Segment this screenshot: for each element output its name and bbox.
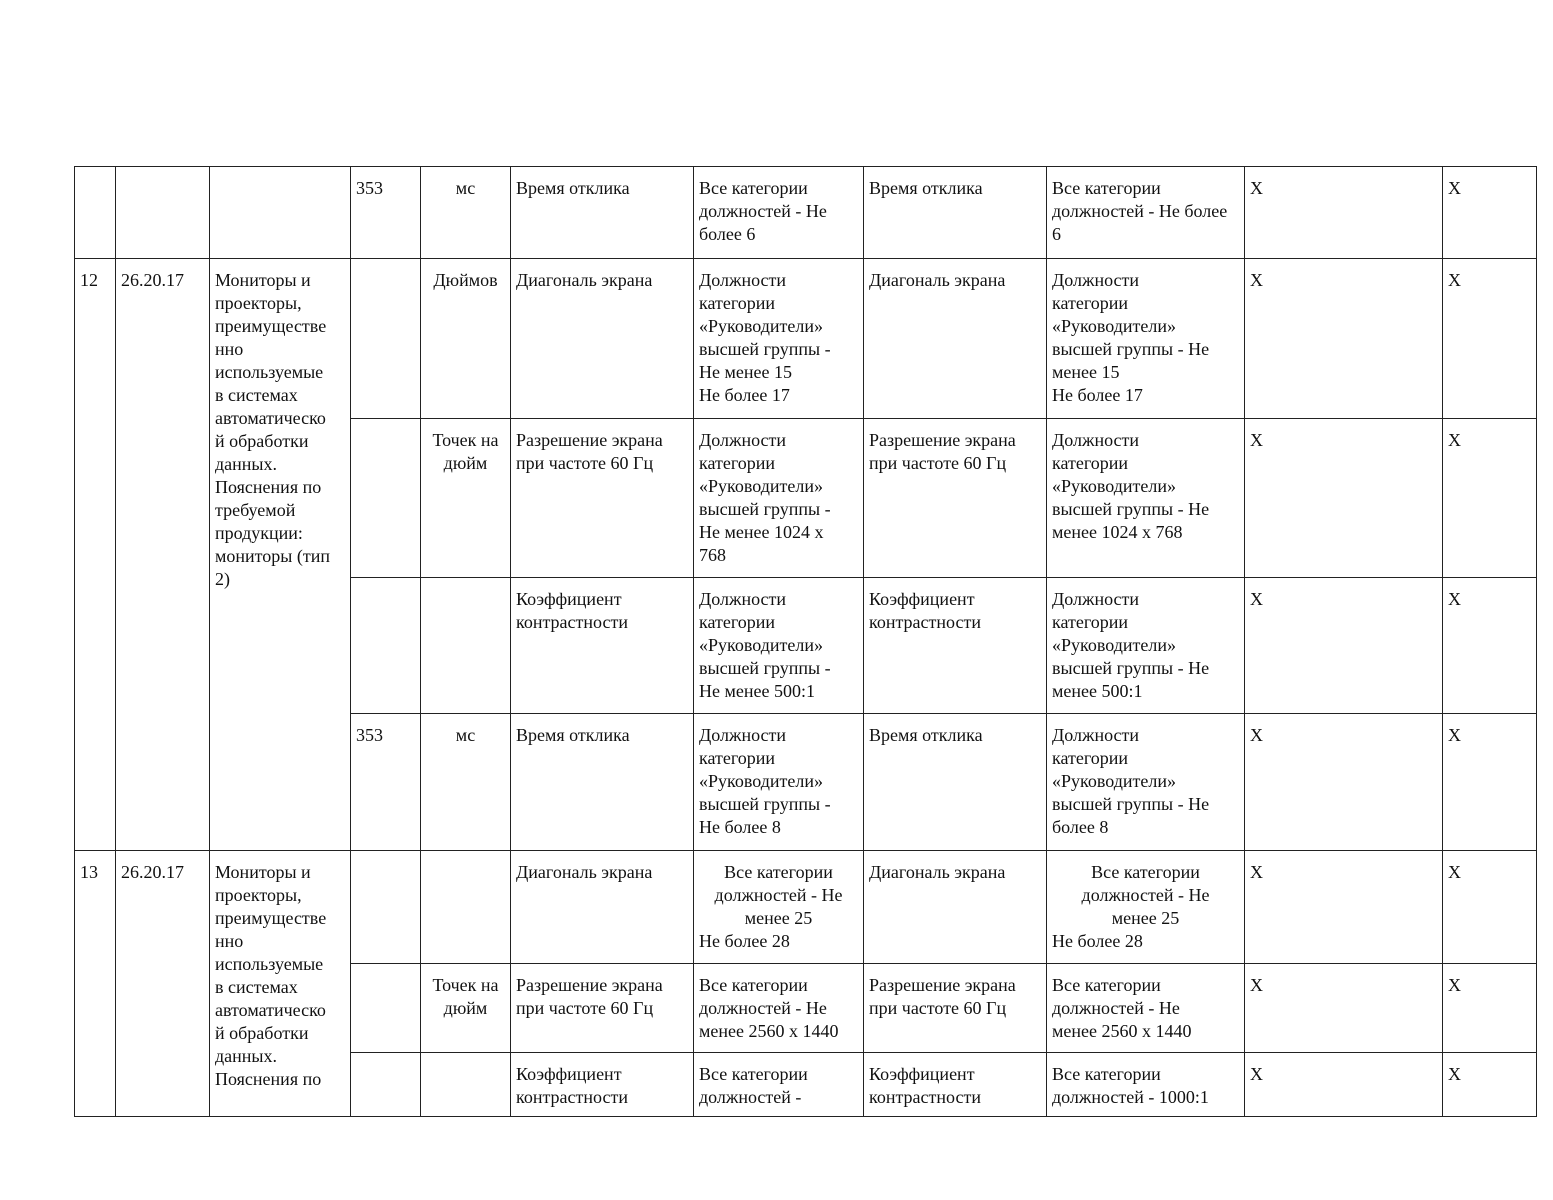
value-cell: Все категории должностей - Не менее 2560 х 1440 bbox=[1047, 964, 1245, 1053]
characteristic-cell: Время отклика bbox=[511, 167, 694, 259]
characteristic-cell: Разрешение экрана при частоте 60 Гц bbox=[864, 964, 1047, 1053]
table-row bbox=[75, 259, 1537, 419]
value-cell: Должности категории «Руководители» высшей группы - Не менее 500:1 bbox=[1047, 578, 1245, 714]
characteristic-cell: Разрешение экрана при частоте 60 Гц bbox=[864, 419, 1047, 578]
product-name-cell bbox=[210, 167, 351, 259]
value-cell: Все категории должностей - Не более 6 bbox=[694, 167, 864, 259]
characteristic-cell: Диагональ экрана bbox=[511, 259, 694, 419]
x-mark-cell: X bbox=[1443, 419, 1537, 578]
value-cell: Все категории должностей - 1000:1 bbox=[1047, 1053, 1245, 1117]
characteristic-cell: Коэффициент контрастности bbox=[864, 1053, 1047, 1117]
value-cell: Должности категории «Руководители» высшей группы - Не менее 1024 х 768 bbox=[1047, 419, 1245, 578]
table-row bbox=[75, 167, 1537, 259]
characteristic-cell: Диагональ экрана bbox=[864, 851, 1047, 964]
okei-code-cell bbox=[351, 851, 421, 964]
row-number-cell: 13 bbox=[75, 851, 116, 1117]
x-mark-cell: X bbox=[1245, 578, 1443, 714]
value-cell: Должности категории «Руководители» высшей группы - Не более 8 bbox=[1047, 714, 1245, 851]
value-cell: Должности категории «Руководители» высшей группы - Не менее 1024 х 768 bbox=[694, 419, 864, 578]
unit-cell: мс bbox=[421, 167, 511, 259]
row-number-cell bbox=[75, 167, 116, 259]
okei-code-cell bbox=[351, 964, 421, 1053]
characteristic-cell: Разрешение экрана при частоте 60 Гц bbox=[511, 419, 694, 578]
value-cell: Все категории должностей - Не менее 25 Не более 28 bbox=[1047, 851, 1245, 964]
characteristic-cell: Время отклика bbox=[864, 714, 1047, 851]
x-mark-cell: X bbox=[1245, 1053, 1443, 1117]
x-mark-cell: X bbox=[1245, 714, 1443, 851]
x-mark-cell: X bbox=[1443, 714, 1537, 851]
characteristic-cell: Разрешение экрана при частоте 60 Гц bbox=[511, 964, 694, 1053]
x-mark-cell: X bbox=[1245, 167, 1443, 259]
value-cell: Должности категории «Руководители» высшей группы - Не менее 15 Не более 17 bbox=[1047, 259, 1245, 419]
requirements-table bbox=[74, 166, 1537, 1117]
okpd2-code-cell: 26.20.17 bbox=[116, 851, 210, 1117]
okei-code-cell: 353 bbox=[351, 714, 421, 851]
okei-code-cell bbox=[351, 1053, 421, 1117]
value-cell: Должности категории «Руководители» высшей группы - Не более 8 bbox=[694, 714, 864, 851]
value-cell: Все категории должностей - Не более 6 bbox=[1047, 167, 1245, 259]
product-name-cell: Мониторы и проекторы, преимуществе нно используемые в системах автоматическо й обработки данных. Пояснения по bbox=[210, 851, 351, 1117]
x-mark-cell: X bbox=[1443, 578, 1537, 714]
characteristic-cell: Коэффициент контрастности bbox=[511, 1053, 694, 1117]
unit-cell: Дюймов bbox=[421, 259, 511, 419]
x-mark-cell: X bbox=[1245, 259, 1443, 419]
value-cell: Должности категории «Руководители» высшей группы - Не менее 15 Не более 17 bbox=[694, 259, 864, 419]
okpd2-code-cell: 26.20.17 bbox=[116, 259, 210, 851]
unit-cell bbox=[421, 1053, 511, 1117]
characteristic-cell: Время отклика bbox=[864, 167, 1047, 259]
okei-code-cell bbox=[351, 419, 421, 578]
x-mark-cell: X bbox=[1443, 851, 1537, 964]
value-cell: Все категории должностей - bbox=[694, 1053, 864, 1117]
x-mark-cell: X bbox=[1245, 419, 1443, 578]
characteristic-cell: Коэффициент контрастности bbox=[511, 578, 694, 714]
row-number-cell: 12 bbox=[75, 259, 116, 851]
characteristic-cell: Коэффициент контрастности bbox=[864, 578, 1047, 714]
value-cell: Все категории должностей - Не менее 25 Не более 28 bbox=[694, 851, 864, 964]
table-row bbox=[75, 851, 1537, 964]
x-mark-cell: X bbox=[1443, 1053, 1537, 1117]
product-name-cell: Мониторы и проекторы, преимуществе нно используемые в системах автоматическо й обработки данных. Пояснения по требуемой продукции: мониторы (тип 2) bbox=[210, 259, 351, 851]
unit-cell: мс bbox=[421, 714, 511, 851]
okpd2-code-cell bbox=[116, 167, 210, 259]
unit-cell bbox=[421, 578, 511, 714]
value-cell: Должности категории «Руководители» высшей группы - Не менее 500:1 bbox=[694, 578, 864, 714]
x-mark-cell: X bbox=[1443, 259, 1537, 419]
okei-code-cell: 353 bbox=[351, 167, 421, 259]
x-mark-cell: X bbox=[1245, 964, 1443, 1053]
okei-code-cell bbox=[351, 259, 421, 419]
x-mark-cell: X bbox=[1245, 851, 1443, 964]
x-mark-cell: X bbox=[1443, 964, 1537, 1053]
characteristic-cell: Время отклика bbox=[511, 714, 694, 851]
unit-cell bbox=[421, 851, 511, 964]
characteristic-cell: Диагональ экрана bbox=[511, 851, 694, 964]
okei-code-cell bbox=[351, 578, 421, 714]
unit-cell: Точек на дюйм bbox=[421, 964, 511, 1053]
value-cell: Все категории должностей - Не менее 2560 х 1440 bbox=[694, 964, 864, 1053]
unit-cell: Точек на дюйм bbox=[421, 419, 511, 578]
characteristic-cell: Диагональ экрана bbox=[864, 259, 1047, 419]
x-mark-cell: X bbox=[1443, 167, 1537, 259]
